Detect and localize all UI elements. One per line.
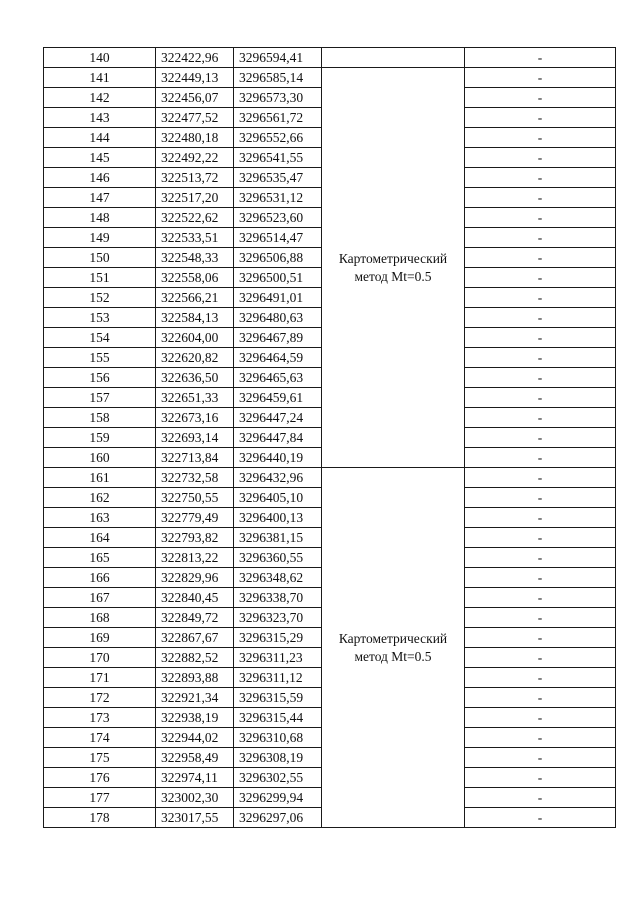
note-cell: -: [465, 488, 616, 508]
point-number-cell: 173: [44, 708, 156, 728]
y-coordinate-cell: 3296310,68: [234, 728, 322, 748]
note-cell: -: [465, 808, 616, 828]
point-number-cell: 157: [44, 388, 156, 408]
note-cell: -: [465, 668, 616, 688]
point-number-cell: 163: [44, 508, 156, 528]
note-cell: -: [465, 508, 616, 528]
y-coordinate-cell: 3296459,61: [234, 388, 322, 408]
x-coordinate-cell: 322713,84: [156, 448, 234, 468]
y-coordinate-cell: 3296405,10: [234, 488, 322, 508]
note-cell: -: [465, 128, 616, 148]
note-cell: -: [465, 168, 616, 188]
x-coordinate-cell: 322867,67: [156, 628, 234, 648]
point-number-cell: 152: [44, 288, 156, 308]
point-number-cell: 165: [44, 548, 156, 568]
note-cell: -: [465, 408, 616, 428]
point-number-cell: 161: [44, 468, 156, 488]
point-number-cell: 144: [44, 128, 156, 148]
method-label-line1: Картометрический: [338, 630, 448, 646]
table-row: [44, 68, 616, 88]
note-cell: -: [465, 728, 616, 748]
point-number-cell: 149: [44, 228, 156, 248]
y-coordinate-cell: 3296506,88: [234, 248, 322, 268]
note-cell: -: [465, 448, 616, 468]
point-number-cell: 177: [44, 788, 156, 808]
x-coordinate-cell: 322517,20: [156, 188, 234, 208]
note-cell: -: [465, 388, 616, 408]
y-coordinate-cell: 3296299,94: [234, 788, 322, 808]
x-coordinate-cell: 322513,72: [156, 168, 234, 188]
point-number-cell: 155: [44, 348, 156, 368]
y-coordinate-cell: 3296338,70: [234, 588, 322, 608]
y-coordinate-cell: 3296594,41: [234, 48, 322, 68]
note-cell: -: [465, 628, 616, 648]
x-coordinate-cell: 323002,30: [156, 788, 234, 808]
y-coordinate-cell: 3296541,55: [234, 148, 322, 168]
method-cell: [322, 68, 465, 468]
x-coordinate-cell: 322548,33: [156, 248, 234, 268]
x-coordinate-cell: 322584,13: [156, 308, 234, 328]
point-number-cell: 169: [44, 628, 156, 648]
point-number-cell: 176: [44, 768, 156, 788]
x-coordinate-cell: 322693,14: [156, 428, 234, 448]
note-cell: -: [465, 608, 616, 628]
y-coordinate-cell: 3296440,19: [234, 448, 322, 468]
y-coordinate-cell: 3296315,59: [234, 688, 322, 708]
y-coordinate-cell: 3296573,30: [234, 88, 322, 108]
x-coordinate-cell: 322840,45: [156, 588, 234, 608]
point-number-cell: 145: [44, 148, 156, 168]
point-number-cell: 147: [44, 188, 156, 208]
method-cell: [322, 468, 465, 828]
x-coordinate-cell: 322673,16: [156, 408, 234, 428]
note-cell: -: [465, 208, 616, 228]
y-coordinate-cell: 3296302,55: [234, 768, 322, 788]
x-coordinate-cell: 322813,22: [156, 548, 234, 568]
x-coordinate-cell: 322750,55: [156, 488, 234, 508]
x-coordinate-cell: 322793,82: [156, 528, 234, 548]
note-cell: -: [465, 328, 616, 348]
x-coordinate-cell: 322566,21: [156, 288, 234, 308]
y-coordinate-cell: 3296467,89: [234, 328, 322, 348]
point-number-cell: 171: [44, 668, 156, 688]
note-cell: -: [465, 708, 616, 728]
point-number-cell: 141: [44, 68, 156, 88]
x-coordinate-cell: 322829,96: [156, 568, 234, 588]
method-label-line1: Картометрический: [338, 250, 448, 266]
point-number-cell: 168: [44, 608, 156, 628]
point-number-cell: 146: [44, 168, 156, 188]
table-row: [44, 468, 616, 488]
point-number-cell: 159: [44, 428, 156, 448]
y-coordinate-cell: 3296514,47: [234, 228, 322, 248]
x-coordinate-cell: 322958,49: [156, 748, 234, 768]
x-coordinate-cell: 322558,06: [156, 268, 234, 288]
x-coordinate-cell: 322480,18: [156, 128, 234, 148]
note-cell: -: [465, 68, 616, 88]
x-coordinate-cell: 322849,72: [156, 608, 234, 628]
note-cell: -: [465, 528, 616, 548]
note-cell: -: [465, 748, 616, 768]
method-label-line2: метод Mt=0.5: [354, 268, 432, 284]
note-cell: -: [465, 108, 616, 128]
note-cell: -: [465, 788, 616, 808]
note-cell: -: [465, 588, 616, 608]
note-cell: -: [465, 348, 616, 368]
point-number-cell: 162: [44, 488, 156, 508]
point-number-cell: 158: [44, 408, 156, 428]
point-number-cell: 150: [44, 248, 156, 268]
x-coordinate-cell: 322944,02: [156, 728, 234, 748]
point-number-cell: 140: [44, 48, 156, 68]
point-number-cell: 175: [44, 748, 156, 768]
x-coordinate-cell: 322893,88: [156, 668, 234, 688]
point-number-cell: 170: [44, 648, 156, 668]
x-coordinate-cell: 323017,55: [156, 808, 234, 828]
y-coordinate-cell: 3296381,15: [234, 528, 322, 548]
y-coordinate-cell: 3296523,60: [234, 208, 322, 228]
x-coordinate-cell: 322522,62: [156, 208, 234, 228]
y-coordinate-cell: 3296315,44: [234, 708, 322, 728]
x-coordinate-cell: 322449,13: [156, 68, 234, 88]
x-coordinate-cell: 322938,19: [156, 708, 234, 728]
y-coordinate-cell: 3296464,59: [234, 348, 322, 368]
x-coordinate-cell: 322651,33: [156, 388, 234, 408]
note-cell: -: [465, 148, 616, 168]
y-coordinate-cell: 3296308,19: [234, 748, 322, 768]
point-number-cell: 172: [44, 688, 156, 708]
note-cell: -: [465, 688, 616, 708]
point-number-cell: 142: [44, 88, 156, 108]
note-cell: -: [465, 228, 616, 248]
note-cell: -: [465, 548, 616, 568]
x-coordinate-cell: 322477,52: [156, 108, 234, 128]
y-coordinate-cell: 3296531,12: [234, 188, 322, 208]
y-coordinate-cell: 3296311,23: [234, 648, 322, 668]
x-coordinate-cell: 322732,58: [156, 468, 234, 488]
y-coordinate-cell: 3296348,62: [234, 568, 322, 588]
x-coordinate-cell: 322533,51: [156, 228, 234, 248]
note-cell: -: [465, 268, 616, 288]
point-number-cell: 166: [44, 568, 156, 588]
y-coordinate-cell: 3296480,63: [234, 308, 322, 328]
note-cell: -: [465, 188, 616, 208]
coordinates-table: [43, 47, 616, 828]
y-coordinate-cell: 3296491,01: [234, 288, 322, 308]
y-coordinate-cell: 3296432,96: [234, 468, 322, 488]
note-cell: -: [465, 768, 616, 788]
x-coordinate-cell: 322636,50: [156, 368, 234, 388]
y-coordinate-cell: 3296447,24: [234, 408, 322, 428]
note-cell: -: [465, 308, 616, 328]
note-cell: -: [465, 288, 616, 308]
y-coordinate-cell: 3296552,66: [234, 128, 322, 148]
note-cell: -: [465, 248, 616, 268]
y-coordinate-cell: 3296360,55: [234, 548, 322, 568]
point-number-cell: 164: [44, 528, 156, 548]
x-coordinate-cell: 322779,49: [156, 508, 234, 528]
point-number-cell: 153: [44, 308, 156, 328]
point-number-cell: 151: [44, 268, 156, 288]
y-coordinate-cell: 3296500,51: [234, 268, 322, 288]
x-coordinate-cell: 322456,07: [156, 88, 234, 108]
x-coordinate-cell: 322492,22: [156, 148, 234, 168]
y-coordinate-cell: 3296465,63: [234, 368, 322, 388]
point-number-cell: 156: [44, 368, 156, 388]
point-number-cell: 174: [44, 728, 156, 748]
point-number-cell: 160: [44, 448, 156, 468]
method-label-line2: метод Mt=0.5: [354, 648, 432, 664]
coordinates-table-body: [44, 48, 616, 828]
y-coordinate-cell: 3296315,29: [234, 628, 322, 648]
table-row: [44, 48, 616, 68]
point-number-cell: 148: [44, 208, 156, 228]
x-coordinate-cell: 322882,52: [156, 648, 234, 668]
note-cell: -: [465, 428, 616, 448]
y-coordinate-cell: 3296400,13: [234, 508, 322, 528]
note-cell: -: [465, 568, 616, 588]
x-coordinate-cell: 322974,11: [156, 768, 234, 788]
note-cell: -: [465, 88, 616, 108]
method-cell: [322, 48, 465, 68]
y-coordinate-cell: 3296311,12: [234, 668, 322, 688]
x-coordinate-cell: 322604,00: [156, 328, 234, 348]
y-coordinate-cell: 3296535,47: [234, 168, 322, 188]
point-number-cell: 167: [44, 588, 156, 608]
y-coordinate-cell: 3296585,14: [234, 68, 322, 88]
x-coordinate-cell: 322620,82: [156, 348, 234, 368]
point-number-cell: 178: [44, 808, 156, 828]
x-coordinate-cell: 322921,34: [156, 688, 234, 708]
y-coordinate-cell: 3296323,70: [234, 608, 322, 628]
note-cell: -: [465, 648, 616, 668]
point-number-cell: 143: [44, 108, 156, 128]
y-coordinate-cell: 3296447,84: [234, 428, 322, 448]
x-coordinate-cell: 322422,96: [156, 48, 234, 68]
y-coordinate-cell: 3296561,72: [234, 108, 322, 128]
point-number-cell: 154: [44, 328, 156, 348]
note-cell: -: [465, 368, 616, 388]
note-cell: -: [465, 48, 616, 68]
y-coordinate-cell: 3296297,06: [234, 808, 322, 828]
note-cell: -: [465, 468, 616, 488]
